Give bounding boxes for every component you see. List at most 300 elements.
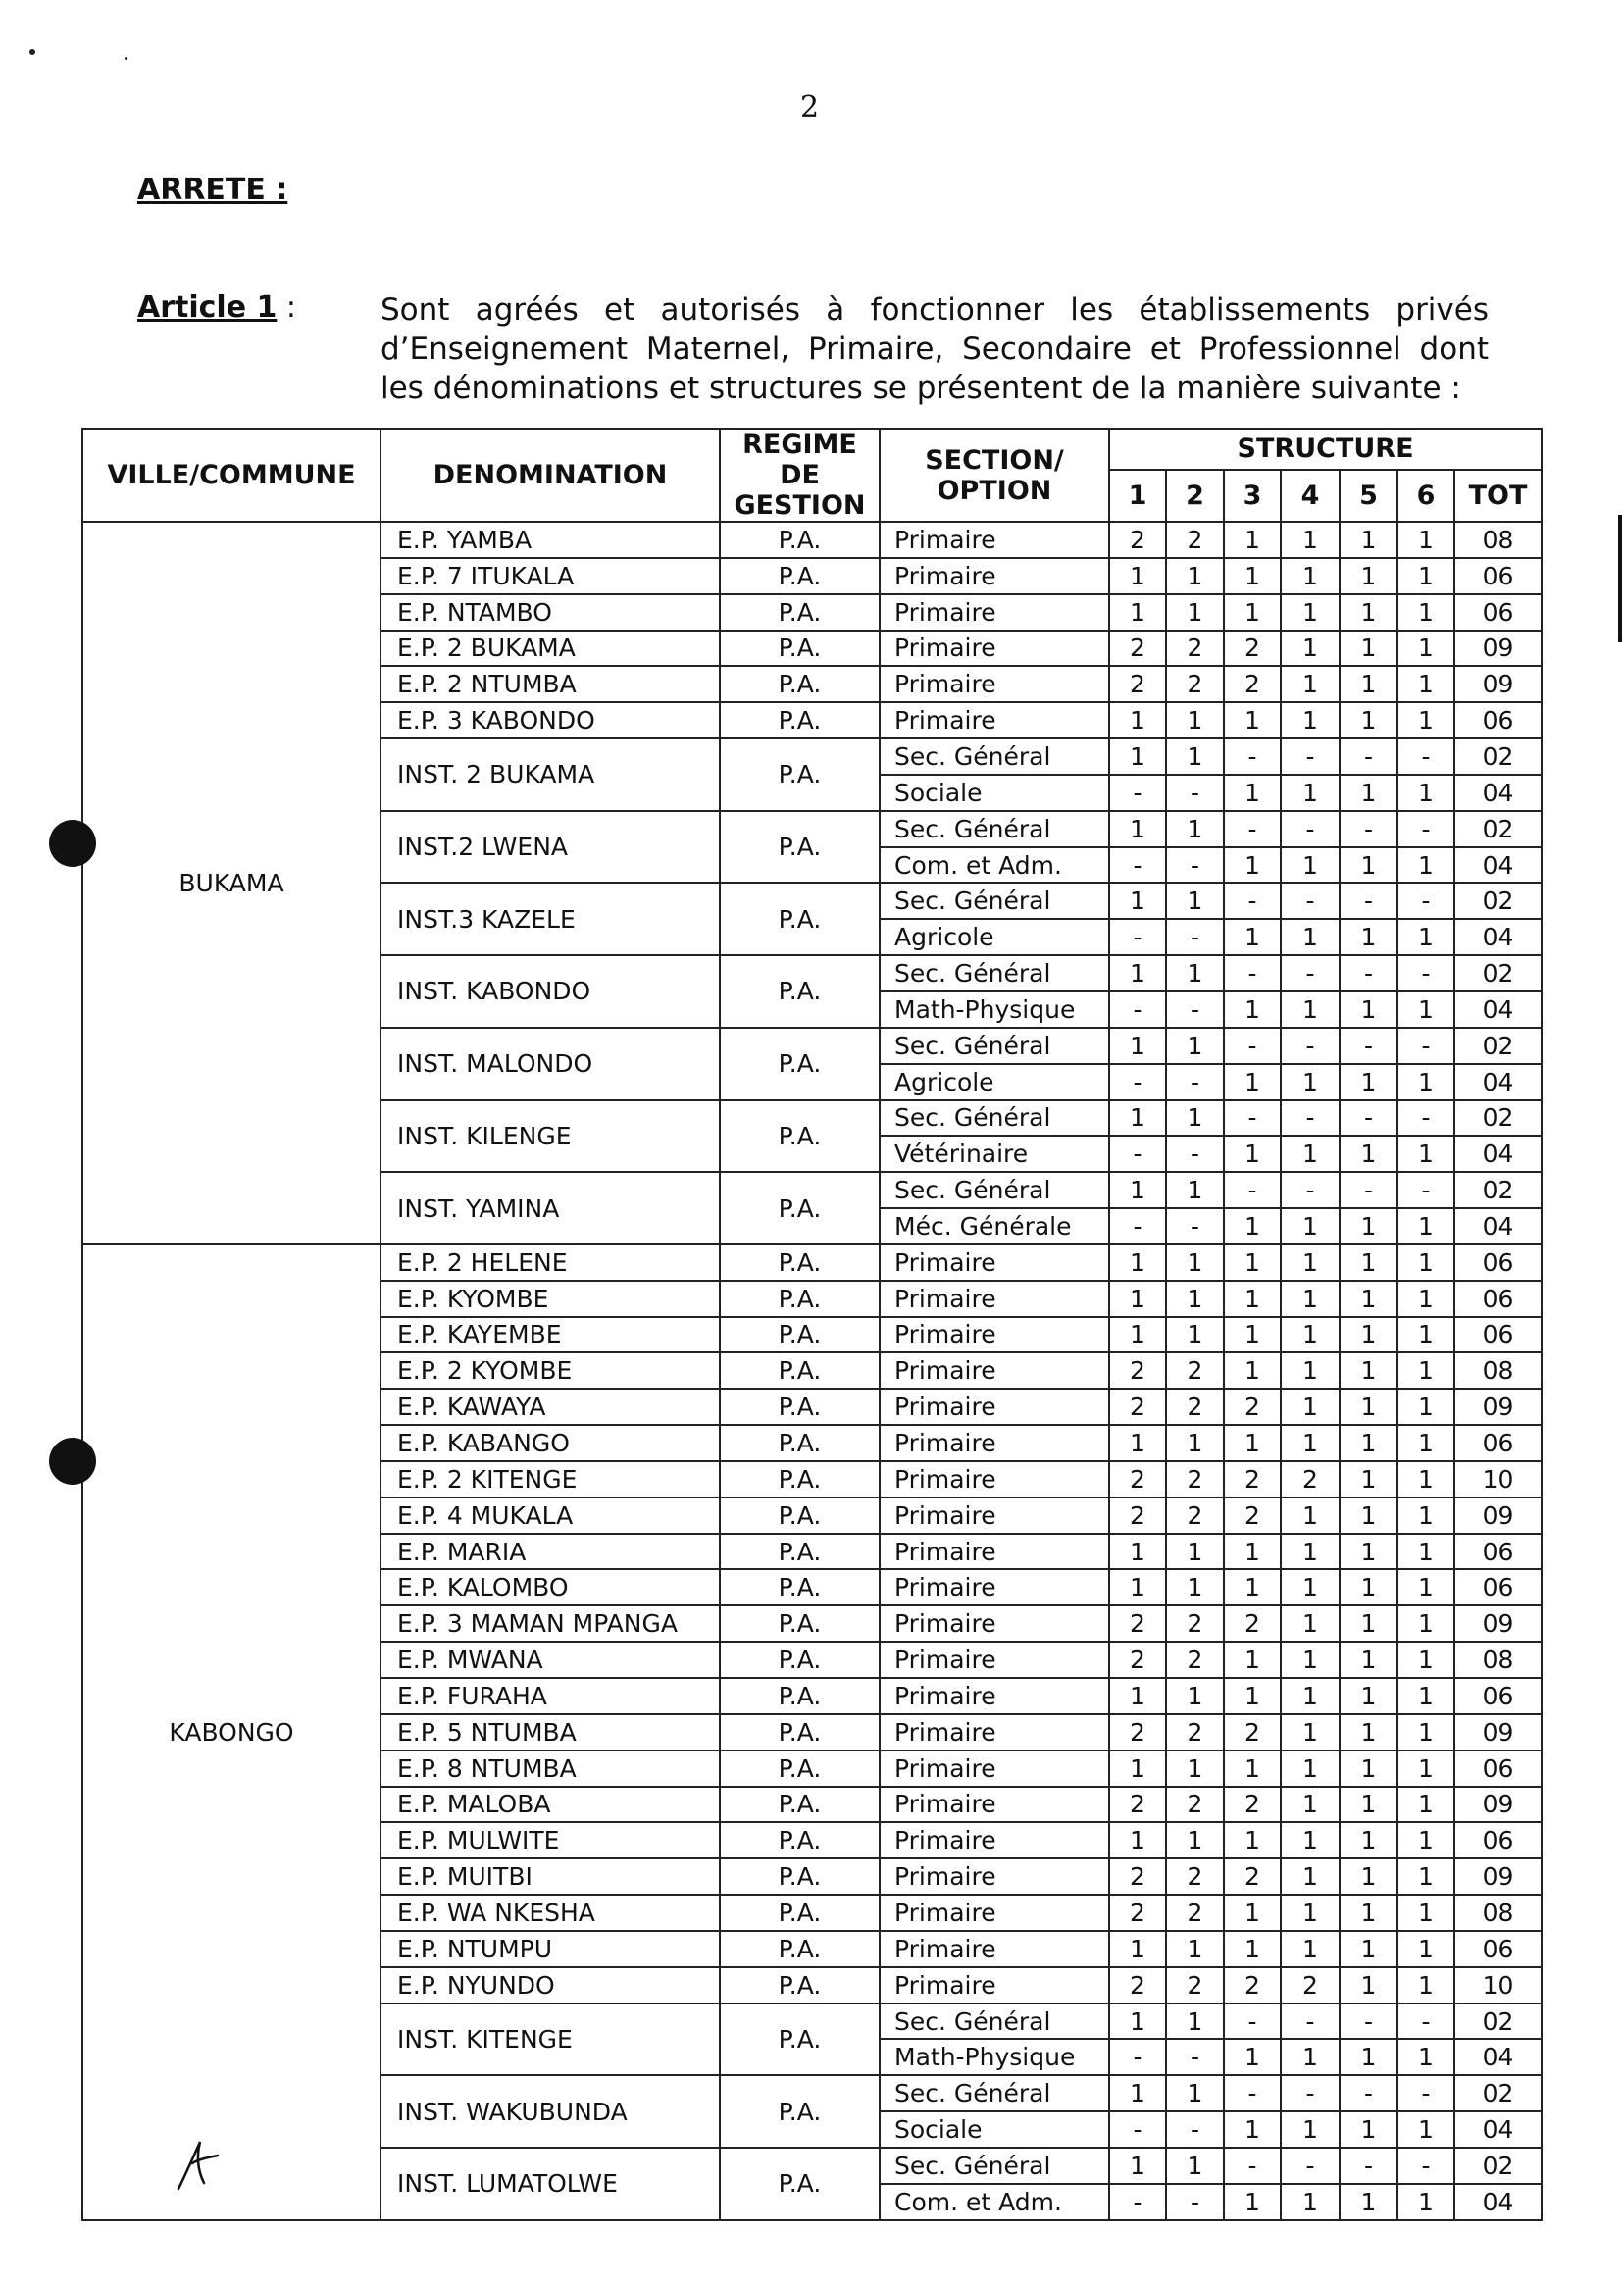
- cell-section: Primaire: [880, 1389, 1109, 1425]
- cell-structure-value: -: [1281, 2075, 1340, 2111]
- cell-structure-value: 1: [1281, 1605, 1340, 1642]
- cell-structure-value: 1: [1340, 1208, 1397, 1244]
- cell-ville: KABONGO: [82, 1244, 381, 2220]
- cell-structure-value: 1: [1340, 1425, 1397, 1461]
- cell-section: Primaire: [880, 1425, 1109, 1461]
- cell-regime: P.A.: [720, 1750, 880, 1787]
- cell-structure-value: 1: [1224, 1569, 1281, 1605]
- cell-regime: P.A.: [720, 1425, 880, 1461]
- cell-structure-value: 2: [1224, 1497, 1281, 1534]
- cell-structure-value: 2: [1224, 1714, 1281, 1750]
- scan-speck: [29, 49, 35, 55]
- cell-structure-value: 1: [1109, 1028, 1166, 1064]
- cell-structure-value: 2: [1166, 1967, 1224, 2004]
- punch-hole: [49, 1438, 96, 1485]
- cell-structure-value: 1: [1109, 1822, 1166, 1858]
- cell-total: 04: [1454, 2039, 1542, 2075]
- cell-section: Sec. Général: [880, 883, 1109, 919]
- cell-structure-value: 2: [1109, 1967, 1166, 2004]
- cell-structure-value: -: [1397, 2148, 1454, 2184]
- cell-structure-value: 1: [1109, 1100, 1166, 1137]
- cell-ville: BUKAMA: [82, 522, 381, 1244]
- header-structure-col: 1: [1109, 470, 1166, 522]
- cell-structure-value: 1: [1166, 558, 1224, 594]
- cell-denomination: E.P. 2 KYOMBE: [381, 1352, 720, 1389]
- cell-structure-value: 1: [1340, 558, 1397, 594]
- cell-structure-value: 1: [1397, 1534, 1454, 1570]
- cell-structure-value: 2: [1109, 1461, 1166, 1497]
- cell-structure-value: 1: [1166, 1534, 1224, 1570]
- cell-structure-value: 1: [1109, 2004, 1166, 2040]
- cell-section: Sec. Général: [880, 1100, 1109, 1137]
- cell-structure-value: 1: [1166, 955, 1224, 991]
- cell-structure-value: 1: [1340, 1642, 1397, 1678]
- cell-denomination: E.P. 3 MAMAN MPANGA: [381, 1605, 720, 1642]
- cell-structure-value: 1: [1397, 2111, 1454, 2148]
- cell-section: Agricole: [880, 919, 1109, 955]
- cell-structure-value: 1: [1281, 991, 1340, 1028]
- cell-structure-value: 1: [1109, 702, 1166, 738]
- cell-structure-value: -: [1166, 1208, 1224, 1244]
- cell-structure-value: 1: [1281, 1425, 1340, 1461]
- cell-regime: P.A.: [720, 1389, 880, 1425]
- cell-structure-value: -: [1166, 847, 1224, 884]
- cell-structure-value: -: [1340, 2075, 1397, 2111]
- cell-structure-value: 2: [1224, 631, 1281, 667]
- cell-total: 06: [1454, 558, 1542, 594]
- cell-denomination: INST. YAMINA: [381, 1172, 720, 1244]
- cell-structure-value: 1: [1166, 1750, 1224, 1787]
- cell-structure-value: 1: [1340, 2184, 1397, 2220]
- cell-section: Primaire: [880, 522, 1109, 558]
- cell-structure-value: 1: [1281, 1858, 1340, 1895]
- cell-structure-value: 1: [1340, 775, 1397, 811]
- cell-structure-value: 1: [1397, 847, 1454, 884]
- cell-section: Primaire: [880, 631, 1109, 667]
- cell-structure-value: 1: [1397, 2039, 1454, 2075]
- cell-structure-value: 1: [1166, 1244, 1224, 1281]
- cell-structure-value: 1: [1397, 1967, 1454, 2004]
- cell-total: 02: [1454, 2004, 1542, 2040]
- cell-denomination: E.P. MALOBA: [381, 1787, 720, 1823]
- cell-denomination: INST. WAKUBUNDA: [381, 2075, 720, 2148]
- cell-structure-value: 1: [1109, 1244, 1166, 1281]
- cell-total: 06: [1454, 1425, 1542, 1461]
- cell-structure-value: 1: [1109, 2075, 1166, 2111]
- cell-structure-value: 1: [1224, 1678, 1281, 1714]
- cell-structure-value: 1: [1397, 919, 1454, 955]
- cell-section: Méc. Générale: [880, 1208, 1109, 1244]
- cell-regime: P.A.: [720, 1534, 880, 1570]
- header-structure: STRUCTURE: [1109, 429, 1542, 470]
- cell-structure-value: 1: [1281, 1750, 1340, 1787]
- cell-structure-value: 2: [1166, 1858, 1224, 1895]
- cell-structure-value: 1: [1281, 1064, 1340, 1100]
- cell-structure-value: 1: [1166, 1822, 1224, 1858]
- cell-structure-value: 2: [1109, 1787, 1166, 1823]
- cell-total: 02: [1454, 1028, 1542, 1064]
- cell-structure-value: 1: [1397, 1352, 1454, 1389]
- cell-structure-value: -: [1224, 1100, 1281, 1137]
- cell-structure-value: 1: [1224, 2039, 1281, 2075]
- cell-structure-value: 1: [1224, 1534, 1281, 1570]
- cell-structure-value: 1: [1166, 1172, 1224, 1208]
- cell-regime: P.A.: [720, 2004, 880, 2076]
- cell-structure-value: 1: [1397, 1208, 1454, 1244]
- cell-denomination: E.P. 2 NTUMBA: [381, 666, 720, 702]
- cell-structure-value: -: [1397, 811, 1454, 847]
- cell-structure-value: 1: [1224, 1425, 1281, 1461]
- cell-structure-value: 1: [1281, 666, 1340, 702]
- cell-structure-value: 1: [1281, 775, 1340, 811]
- cell-structure-value: 1: [1340, 1714, 1397, 1750]
- cell-denomination: E.P. MUITBI: [381, 1858, 720, 1895]
- cell-section: Primaire: [880, 1317, 1109, 1353]
- cell-structure-value: 1: [1224, 1750, 1281, 1787]
- cell-structure-value: 1: [1397, 666, 1454, 702]
- cell-section: Sec. Général: [880, 1172, 1109, 1208]
- cell-structure-value: 1: [1109, 1317, 1166, 1353]
- cell-total: 04: [1454, 1208, 1542, 1244]
- cell-structure-value: -: [1166, 2184, 1224, 2220]
- cell-denomination: E.P. KABANGO: [381, 1425, 720, 1461]
- cell-structure-value: 1: [1397, 1714, 1454, 1750]
- cell-denomination: INST. 2 BUKAMA: [381, 738, 720, 811]
- cell-section: Primaire: [880, 1967, 1109, 2004]
- cell-structure-value: 1: [1340, 1931, 1397, 1967]
- cell-structure-value: 2: [1166, 1352, 1224, 1389]
- header-regime: REGIME DE GESTION: [720, 429, 880, 522]
- cell-structure-value: 1: [1340, 1352, 1397, 1389]
- cell-total: 09: [1454, 1858, 1542, 1895]
- cell-structure-value: 1: [1166, 1317, 1224, 1353]
- cell-total: 02: [1454, 1100, 1542, 1137]
- cell-structure-value: 1: [1397, 1895, 1454, 1931]
- cell-structure-value: 2: [1224, 1605, 1281, 1642]
- cell-structure-value: -: [1281, 811, 1340, 847]
- cell-structure-value: -: [1224, 2004, 1281, 2040]
- cell-total: 06: [1454, 1931, 1542, 1967]
- cell-structure-value: 1: [1109, 1678, 1166, 1714]
- cell-structure-value: 2: [1224, 1461, 1281, 1497]
- cell-structure-value: 1: [1340, 2111, 1397, 2148]
- cell-structure-value: 1: [1224, 1931, 1281, 1967]
- cell-structure-value: 1: [1340, 702, 1397, 738]
- cell-structure-value: 2: [1166, 1497, 1224, 1534]
- cell-structure-value: 1: [1224, 1822, 1281, 1858]
- cell-structure-value: 1: [1340, 1389, 1397, 1425]
- cell-denomination: E.P. WA NKESHA: [381, 1895, 720, 1931]
- header-structure-col: 6: [1397, 470, 1454, 522]
- cell-denomination: INST. LUMATOLWE: [381, 2148, 720, 2220]
- cell-structure-value: 1: [1340, 1317, 1397, 1353]
- cell-structure-value: 1: [1397, 1605, 1454, 1642]
- cell-structure-value: 1: [1224, 991, 1281, 1028]
- cell-regime: P.A.: [720, 738, 880, 811]
- cell-structure-value: 1: [1397, 594, 1454, 631]
- cell-structure-value: -: [1340, 2148, 1397, 2184]
- cell-structure-value: 1: [1281, 1931, 1340, 1967]
- cell-regime: P.A.: [720, 1858, 880, 1895]
- cell-structure-value: 1: [1340, 1136, 1397, 1172]
- cell-structure-value: 2: [1166, 1895, 1224, 1931]
- header-denomination: DENOMINATION: [381, 429, 720, 522]
- cell-total: 06: [1454, 1317, 1542, 1353]
- cell-section: Primaire: [880, 666, 1109, 702]
- cell-section: Sec. Général: [880, 955, 1109, 991]
- cell-denomination: E.P. YAMBA: [381, 522, 720, 558]
- cell-total: 02: [1454, 1172, 1542, 1208]
- cell-regime: P.A.: [720, 1461, 880, 1497]
- cell-structure-value: 1: [1224, 594, 1281, 631]
- cell-section: Primaire: [880, 1461, 1109, 1497]
- cell-structure-value: -: [1340, 955, 1397, 991]
- cell-structure-value: 1: [1166, 2075, 1224, 2111]
- cell-structure-value: 2: [1166, 666, 1224, 702]
- cell-regime: P.A.: [720, 1317, 880, 1353]
- article-text: Sont agréés et autorisés à fonctionner les établissements privés d’Enseignement Maternel, Primaire, Secondaire et Professionnel dont les dénominations et structures se présentent de la manière suivante :: [381, 292, 1489, 406]
- cell-structure-value: 1: [1109, 1931, 1166, 1967]
- cell-structure-value: 1: [1224, 2111, 1281, 2148]
- cell-structure-value: 1: [1224, 1317, 1281, 1353]
- page-number: 2: [800, 90, 820, 125]
- cell-section: Sociale: [880, 775, 1109, 811]
- cell-structure-value: 1: [1166, 1281, 1224, 1317]
- cell-structure-value: -: [1397, 1172, 1454, 1208]
- cell-regime: P.A.: [720, 2075, 880, 2148]
- cell-section: Sec. Général: [880, 2075, 1109, 2111]
- cell-structure-value: 1: [1340, 847, 1397, 884]
- cell-structure-value: 1: [1281, 1714, 1340, 1750]
- cell-regime: P.A.: [720, 558, 880, 594]
- cell-regime: P.A.: [720, 1714, 880, 1750]
- cell-structure-value: -: [1109, 1064, 1166, 1100]
- header-structure-col: 4: [1281, 470, 1340, 522]
- cell-structure-value: 1: [1397, 1678, 1454, 1714]
- cell-denomination: E.P. NTAMBO: [381, 594, 720, 631]
- cell-structure-value: 1: [1166, 1425, 1224, 1461]
- cell-structure-value: 2: [1224, 1858, 1281, 1895]
- cell-total: 04: [1454, 2184, 1542, 2220]
- article-colon: :: [277, 290, 297, 325]
- cell-structure-value: -: [1224, 811, 1281, 847]
- cell-structure-value: 1: [1397, 1317, 1454, 1353]
- cell-denomination: E.P. KYOMBE: [381, 1281, 720, 1317]
- cell-total: 09: [1454, 631, 1542, 667]
- cell-structure-value: 1: [1340, 631, 1397, 667]
- cell-structure-value: 1: [1109, 594, 1166, 631]
- cell-structure-value: -: [1166, 1136, 1224, 1172]
- cell-structure-value: 1: [1166, 2148, 1224, 2184]
- table-row: [82, 522, 1542, 558]
- cell-structure-value: 2: [1109, 1605, 1166, 1642]
- cell-structure-value: -: [1224, 2075, 1281, 2111]
- cell-structure-value: 1: [1224, 2184, 1281, 2220]
- cell-structure-value: -: [1281, 955, 1340, 991]
- cell-denomination: INST. KITENGE: [381, 2004, 720, 2076]
- cell-structure-value: 1: [1224, 558, 1281, 594]
- cell-structure-value: 1: [1281, 1497, 1340, 1534]
- cell-structure-value: 1: [1166, 1931, 1224, 1967]
- cell-denomination: E.P. 2 BUKAMA: [381, 631, 720, 667]
- cell-structure-value: 1: [1166, 883, 1224, 919]
- cell-regime: P.A.: [720, 1244, 880, 1281]
- cell-structure-value: 1: [1340, 666, 1397, 702]
- cell-structure-value: -: [1166, 2111, 1224, 2148]
- cell-structure-value: 1: [1281, 919, 1340, 955]
- cell-section: Primaire: [880, 1822, 1109, 1858]
- cell-structure-value: -: [1281, 883, 1340, 919]
- cell-structure-value: 1: [1397, 1642, 1454, 1678]
- cell-structure-value: 1: [1109, 738, 1166, 775]
- cell-structure-value: -: [1224, 1028, 1281, 1064]
- cell-structure-value: 1: [1281, 2184, 1340, 2220]
- cell-section: Primaire: [880, 1497, 1109, 1534]
- cell-structure-value: 1: [1281, 1678, 1340, 1714]
- cell-structure-value: 1: [1340, 991, 1397, 1028]
- cell-denomination: E.P. MWANA: [381, 1642, 720, 1678]
- cell-total: 02: [1454, 811, 1542, 847]
- cell-section: Primaire: [880, 1931, 1109, 1967]
- cell-structure-value: 1: [1397, 1136, 1454, 1172]
- header-structure-col: 2: [1166, 470, 1224, 522]
- cell-regime: P.A.: [720, 883, 880, 955]
- cell-structure-value: 1: [1397, 1497, 1454, 1534]
- cell-structure-value: -: [1281, 738, 1340, 775]
- cell-structure-value: 1: [1224, 1895, 1281, 1931]
- cell-total: 04: [1454, 847, 1542, 884]
- cell-regime: P.A.: [720, 1967, 880, 2004]
- cell-structure-value: 1: [1109, 811, 1166, 847]
- cell-structure-value: -: [1166, 919, 1224, 955]
- cell-structure-value: 1: [1281, 594, 1340, 631]
- cell-structure-value: -: [1109, 991, 1166, 1028]
- cell-structure-value: 1: [1397, 1569, 1454, 1605]
- cell-section: Primaire: [880, 1605, 1109, 1642]
- header-structure-tot: TOT: [1454, 470, 1542, 522]
- cell-section: Math-Physique: [880, 991, 1109, 1028]
- cell-total: 06: [1454, 594, 1542, 631]
- cell-denomination: INST.2 LWENA: [381, 811, 720, 884]
- cell-total: 04: [1454, 919, 1542, 955]
- cell-structure-value: 1: [1397, 558, 1454, 594]
- cell-structure-value: 1: [1224, 919, 1281, 955]
- cell-structure-value: -: [1224, 2148, 1281, 2184]
- cell-structure-value: 2: [1109, 1858, 1166, 1895]
- cell-structure-value: 1: [1340, 1858, 1397, 1895]
- scan-speck: [125, 57, 127, 60]
- cell-structure-value: 1: [1340, 2039, 1397, 2075]
- cell-structure-value: 1: [1340, 1534, 1397, 1570]
- cell-total: 02: [1454, 955, 1542, 991]
- cell-total: 02: [1454, 2148, 1542, 2184]
- cell-structure-value: 1: [1281, 1352, 1340, 1389]
- cell-structure-value: -: [1281, 2148, 1340, 2184]
- cell-section: Sec. Général: [880, 1028, 1109, 1064]
- cell-regime: P.A.: [720, 1028, 880, 1100]
- cell-denomination: E.P. MARIA: [381, 1534, 720, 1570]
- cell-total: 09: [1454, 666, 1542, 702]
- cell-total: 06: [1454, 1534, 1542, 1570]
- table-row: [82, 1244, 1542, 1281]
- cell-total: 08: [1454, 1895, 1542, 1931]
- cell-structure-value: 1: [1224, 1244, 1281, 1281]
- cell-total: 02: [1454, 2075, 1542, 2111]
- cell-section: Math-Physique: [880, 2039, 1109, 2075]
- cell-structure-value: 1: [1281, 1534, 1340, 1570]
- cell-structure-value: 1: [1224, 1136, 1281, 1172]
- cell-structure-value: 2: [1166, 631, 1224, 667]
- cell-denomination: E.P. FURAHA: [381, 1678, 720, 1714]
- cell-structure-value: -: [1397, 2075, 1454, 2111]
- cell-structure-value: 1: [1340, 1822, 1397, 1858]
- cell-structure-value: 2: [1166, 1461, 1224, 1497]
- cell-structure-value: 1: [1397, 1281, 1454, 1317]
- cell-structure-value: 1: [1281, 1642, 1340, 1678]
- cell-structure-value: 1: [1281, 847, 1340, 884]
- cell-structure-value: 2: [1166, 1389, 1224, 1425]
- cell-structure-value: 1: [1397, 1787, 1454, 1823]
- cell-structure-value: 1: [1397, 1064, 1454, 1100]
- cell-denomination: INST. MALONDO: [381, 1028, 720, 1100]
- article-number: Article 1: [137, 290, 278, 325]
- cell-structure-value: 2: [1224, 1389, 1281, 1425]
- cell-structure-value: 1: [1166, 1100, 1224, 1137]
- cell-structure-value: 2: [1224, 666, 1281, 702]
- cell-section: Com. et Adm.: [880, 2184, 1109, 2220]
- cell-total: 10: [1454, 1967, 1542, 2004]
- cell-structure-value: 1: [1340, 919, 1397, 955]
- cell-structure-value: 1: [1340, 1605, 1397, 1642]
- cell-structure-value: -: [1166, 2039, 1224, 2075]
- cell-total: 10: [1454, 1461, 1542, 1497]
- header-structure-col: 5: [1340, 470, 1397, 522]
- cell-structure-value: 1: [1340, 1064, 1397, 1100]
- cell-structure-value: 1: [1397, 702, 1454, 738]
- cell-structure-value: 2: [1109, 1389, 1166, 1425]
- cell-structure-value: 1: [1397, 1750, 1454, 1787]
- cell-total: 09: [1454, 1497, 1542, 1534]
- cell-structure-value: 1: [1281, 2039, 1340, 2075]
- signature-mark: [175, 2134, 224, 2193]
- cell-structure-value: -: [1281, 1028, 1340, 1064]
- cell-structure-value: 1: [1397, 631, 1454, 667]
- cell-structure-value: 2: [1109, 1497, 1166, 1534]
- cell-total: 04: [1454, 1064, 1542, 1100]
- cell-structure-value: 1: [1224, 522, 1281, 558]
- cell-structure-value: 1: [1397, 1425, 1454, 1461]
- cell-structure-value: 1: [1340, 1787, 1397, 1823]
- cell-section: Sec. Général: [880, 811, 1109, 847]
- cell-structure-value: -: [1397, 955, 1454, 991]
- punch-hole: [49, 820, 96, 867]
- cell-total: 06: [1454, 1569, 1542, 1605]
- cell-total: 02: [1454, 738, 1542, 775]
- cell-structure-value: 2: [1109, 1642, 1166, 1678]
- cell-section: Sociale: [880, 2111, 1109, 2148]
- cell-structure-value: -: [1166, 1064, 1224, 1100]
- cell-total: 06: [1454, 1281, 1542, 1317]
- cell-regime: P.A.: [720, 631, 880, 667]
- cell-denomination: E.P. NTUMPU: [381, 1931, 720, 1967]
- cell-total: 02: [1454, 883, 1542, 919]
- cell-structure-value: 1: [1109, 1425, 1166, 1461]
- cell-section: Agricole: [880, 1064, 1109, 1100]
- cell-section: Primaire: [880, 1352, 1109, 1389]
- cell-denomination: INST.3 KAZELE: [381, 883, 720, 955]
- header-ville: VILLE/COMMUNE: [82, 429, 381, 522]
- cell-structure-value: 1: [1340, 1281, 1397, 1317]
